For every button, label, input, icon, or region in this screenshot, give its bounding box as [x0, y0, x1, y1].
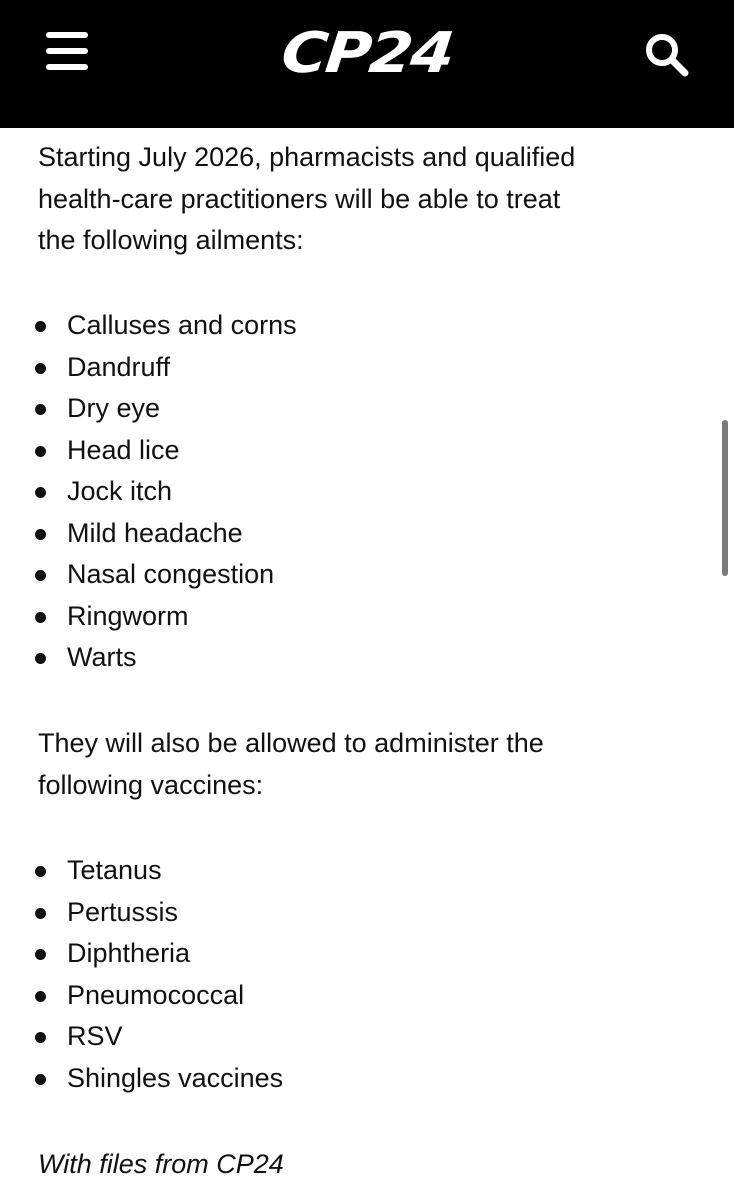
vaccine-label: Diphtheria [67, 938, 191, 968]
bullet-icon [35, 1032, 46, 1043]
bullet-icon [35, 570, 46, 581]
bullet-icon [35, 529, 46, 540]
bullet-icon [35, 653, 46, 664]
vaccine-label: Tetanus [67, 855, 162, 885]
bullet-icon [35, 1074, 46, 1085]
list-item [0, 471, 297, 513]
bullet-icon [35, 487, 46, 498]
ailment-label: Head lice [67, 434, 180, 465]
bullet-icon [35, 949, 46, 960]
list-item [0, 933, 283, 975]
ailment-label: Dry eye [67, 393, 161, 423]
bullet-icon [35, 908, 46, 919]
vaccine-label: RSV [67, 1021, 123, 1051]
search-icon [640, 28, 694, 82]
list-item [0, 430, 297, 472]
list-item [0, 305, 297, 347]
list-item [0, 347, 297, 389]
ailment-label: Warts [67, 642, 137, 672]
ailment-label: Dandruff [67, 351, 171, 382]
vaccine-label: Pneumococcal [67, 979, 245, 1010]
search-button[interactable] [640, 28, 694, 82]
intro-paragraph: Starting July 2026, pharmacists and qualified health-care practitioners will be able to treat the following ailments: [38, 142, 576, 255]
scrollbar-thumb[interactable] [722, 420, 728, 576]
list-item [0, 513, 297, 555]
ailment-label: Jock itch [67, 476, 173, 506]
bullet-icon [35, 991, 46, 1002]
list-item [0, 1016, 283, 1058]
bullet-icon [35, 612, 46, 623]
bullet-icon [35, 446, 46, 457]
bullet-icon [35, 404, 46, 415]
ailment-label: Mild headache [67, 517, 243, 548]
menu-button[interactable] [44, 30, 90, 72]
hamburger-menu-icon-bar [46, 48, 88, 54]
bullet-icon [35, 321, 46, 332]
ailment-label: Ringworm [67, 600, 189, 631]
list-item [0, 554, 297, 596]
vaccine-label: Pertussis [67, 896, 179, 927]
ailment-label: Calluses and corns [67, 310, 297, 340]
hamburger-menu-icon [46, 32, 88, 38]
hamburger-menu-icon-bar [46, 64, 88, 70]
vaccine-label: Shingles vaccines [67, 1062, 284, 1093]
bullet-icon [35, 363, 46, 374]
bullet-icon [35, 866, 46, 877]
list-item [0, 388, 297, 430]
site-logo[interactable]: CP24 [278, 21, 456, 86]
vaccines-list [0, 850, 283, 1099]
list-item [0, 850, 283, 892]
list-item [0, 892, 283, 934]
article-credit: With files from CP24 [38, 1149, 284, 1179]
list-item [0, 596, 297, 638]
ailment-label: Nasal congestion [67, 559, 275, 589]
ailments-list [0, 305, 297, 679]
list-item [0, 975, 283, 1017]
site-header [0, 0, 734, 128]
list-item [0, 1058, 283, 1100]
list-item [0, 637, 297, 679]
vaccines-intro-paragraph: They will also be allowed to administer the following vaccines: [38, 728, 544, 800]
